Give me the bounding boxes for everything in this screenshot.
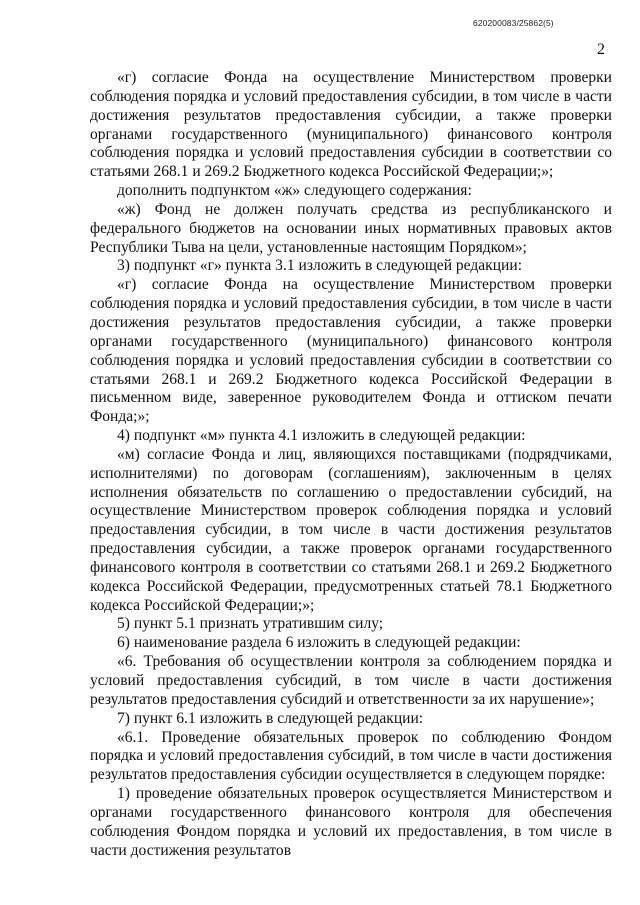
document-body — [90, 69, 612, 860]
paragraph-item-5: 5) пункт 5.1 признать утратившим силу; — [117, 615, 384, 633]
paragraph-clause-6-1: «6.1. Проведение обязательных проверок по соблюдению Фондом порядка и условий предоставления субсидий, в том числе в части достижения результатов предоставления субсидии осуществляется в следующем порядке: — [90, 728, 612, 784]
document-registration-code: 620200083/25862(5) — [473, 18, 554, 28]
page-number: 2 — [597, 41, 605, 58]
paragraph-add-subclause-zh: дополнить подпунктом «ж» следующего содержания: — [117, 182, 472, 200]
paragraph-item-4: 4) подпункт «м» пункта 4.1 изложить в следующей редакции: — [117, 427, 526, 445]
paragraph-subclause-g-consent: «г) согласие Фонда на осуществление Министерством проверки соблюдения порядка и условий предоставления субсидии, в том числе в части достижения результатов предоставления субсидии, а также проверки органами государственного (муниципального) финансового контроля соблюдения порядка и условий предоставления субсидии в соответствии со статьями 268.1 и 269.2 Бюджетного кодекса Российской Федерации;»; — [90, 69, 612, 181]
paragraph-item-6: 6) наименование раздела 6 изложить в следующей редакции: — [117, 634, 521, 652]
paragraph-section-6-title: «6. Требования об осуществлении контроля за соблюдением порядка и условий предоставления субсидий, в том числе в части достижения результатов предоставления субсидий и ответственности за их нарушение»; — [90, 653, 612, 708]
paragraph-subclause-zh-text: «ж) Фонд не должен получать средства из республиканского и федерального бюджетов на основании иных нормативных правовых актов Республики Тыва на цели, установленные настоящим Порядком»; — [90, 200, 612, 256]
paragraph-subclause-g-new-wording: «г) согласие Фонда на осуществление Министерством проверки соблюдения порядка и условий предоставления субсидии, в том числе в части достижения результатов предоставления субсидии, а также проверки органами государственного (муниципального) финансового контроля соблюдения порядка и условий предоставления субсидии в соответствии со статьями 268.1 и 269.2 Бюджетного кодекса Российской Федерации в письменном виде, заверенное руководителем Фонда и оттиском печати Фонда;»; — [90, 276, 612, 426]
paragraph-subclause-m-text: «м) согласие Фонда и лиц, являющихся поставщиками (подрядчиками, исполнителями) по договорам (соглашениям), заключенным в целях исполнения обязательств по соглашению о предоставлении субсидий, на осуществление Министерством проверок соблюдения порядка и условий предоставления субсидии, в том числе в части достижения результатов предоставления субсидии, а также проверок органами государственного финансового контроля в соответствии со статьями 268.1 и 269.2 Бюджетного кодекса Российской Федерации, предусмотренных статьей 78.1 Бюджетного кодекса Российской Федерации;»; — [90, 445, 612, 614]
paragraph-item-3: 3) подпункт «г» пункта 3.1 изложить в следующей редакции: — [117, 257, 523, 275]
paragraph-clause-6-1-item-1: 1) проведение обязательных проверок осуществляется Министерством и органами государственного финансового контроля для обеспечения соблюдения Фондом порядка и условий их предоставления, в том числе в части достижения результатов — [90, 785, 612, 859]
paragraph-item-7: 7) пункт 6.1 изложить в следующей редакции: — [117, 709, 424, 727]
